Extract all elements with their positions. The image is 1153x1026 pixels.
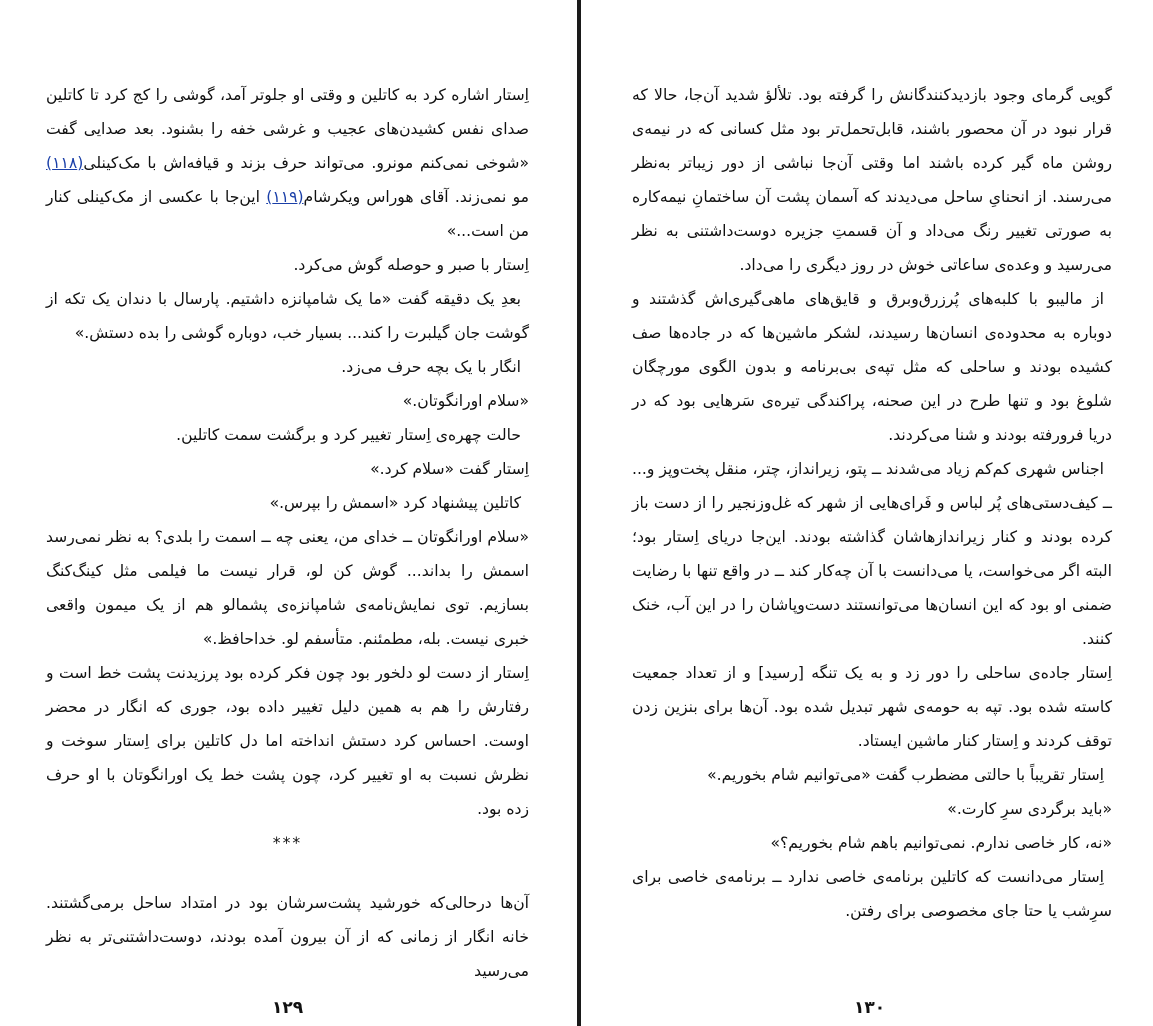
spacer [46,860,529,886]
page-number: ۱۲۹ [272,998,304,1018]
book-spine-divider [577,0,581,1026]
text-run: اِستار اشاره کرد به کاتلین و وقتی او جلوتر آمد، گوشی را کج کرد تا کاتلین صدای نفس کشیدن‌های عجیب و غرشی خفه را بشنود. بعد صدایی گفت «شوخی نمی‌کنم مونرو. می‌تواند حرف بزند و قیافه‌اش با مک‌کینلی [46,86,529,172]
paragraph: اِستار جاده‌ی ساحلی را دور زد و به یک تنگه [رسید] و از تعداد جمعیت کاسته شده بود. تپه به حومه‌ی شهر تبدیل شده بود. آن‌ها برای بنزین زدن توقف کردند و اِستار کنار ماشین ایستاد. [632,664,1112,750]
page-number: ۱۳۰ [854,998,886,1018]
paragraph: اِستار با صبر و حوصله گوش می‌کرد. [293,256,529,274]
right-page-text [632,78,1112,928]
paragraph: «نه، کار خاصی ندارم. نمی‌توانیم باهم شام بخوریم؟» [770,834,1112,852]
paragraph: گویی گرمای وجود بازدیدکنندگانش را گرفته بود. تلألؤ شدید آن‌جا، حالا که قرار نبود در آن محصور باشند، قابل‌تحمل‌تر بود مثل کسانی که در نیمه‌ی روشن ماه گیر کرده باشند اما وقتی آن‌جا نباشی از دور زیباتر به‌نظر می‌رسند. از انحنایِ ساحل می‌دیدند که آسمان پشت آن ساختمانِ نیمه‌کاره به صورتی تغییر رنگ می‌داد و آن قسمتِ جزیره دوست‌داشتنی به نظر می‌رسید و وعده‌ی ساعاتی خوش در روز دیگری را می‌داد. [632,86,1112,274]
right-page [582,0,1153,1026]
paragraph: از مالیبو با کلبه‌های پُرزرق‌وبرق و قایق‌های ماهی‌گیری‌اش گذشتند و دوباره به محدوده‌ی انسان‌ها رسیدند، لشکر ماشین‌ها که در جاده‌ها صف کشیده بودند و ساحلی که مثل تپه‌ی بی‌برنامه و بدون الگوی مورچگان شلوغ بود و تنها طرح در این صحنه، پراکندگی تیره‌ی سَرهایی بود که در دریا فرورفته بودند و شنا می‌کردند. [632,290,1112,444]
paragraph: اِستار از دست لو دلخور بود چون فکر کرده بود پرزیدنت پشت خط است و رفتارش را هم به همین دلیل تغییر داده بود، جوری که انگار در محضر اوست. احساس کرد دستش انداخته اما دل کاتلین برای اِستار سوخت و نظرش نسبت به او تغییر کرد، چون پشت خط یک اورانگوتان با او حرف زده بود. [46,664,529,818]
left-page-text [46,78,529,988]
paragraph: حالت چهره‌ی اِستار تغییر کرد و برگشت سمت کاتلین. [176,426,521,444]
paragraph: اِستار می‌دانست که کاتلین برنامه‌ی خاصی ندارد ــ برنامه‌ی خاصی برای سرِشب یا حتا جای مخصوصی برای رفتن. [632,868,1112,920]
footnote-link-119[interactable]: (۱۱۹) [266,188,304,206]
section-separator: *** [272,834,303,852]
paragraph: «سلام اورانگوتان ــ خدای من، یعنی چه ــ اسمت را بلدی؟ به نظر نمی‌رسد اسمش را بداند... گوش کن لو، قرار نیست ما فیلمی مثل کینگ‌کنگ بسازیم. توی نمایش‌نامه‌ی شامپانزه‌ی پشمالو هم از یک میمون واقعی خبری نیست. بله، مطمئنم. متأسفم لو. خداحافظ.» [46,528,529,648]
text-run: مو نمی‌زند. آقای هوراس ویکرشام [303,188,529,206]
paragraph [46,78,529,248]
paragraph: اجناس شهری کم‌کم زیاد می‌شدند ــ پتو، زیرانداز، چتر، منقل پخت‌وپز و... ــ کیف‌دستی‌های پُر لباس و فَرای‌هایی از شهر که غل‌وزنجیر را از دست باز کرده بودند و کنار زیراندازهاشان گذاشته بودند. این‌جا دریای اِستار بود؛ البته اگر می‌خواست، یا می‌دانست با آن چه‌کار کند ــ در واقع تنها با رضایت ضمنی او بود که این انسان‌ها می‌توانستند دست‌وپاشان را در این آب، خنک کنند. [632,460,1112,648]
paragraph: آن‌ها درحالی‌که خورشید پشت‌سرشان بود در امتداد ساحل برمی‌گشتند. خانه انگار از زمانی که از آن بیرون آمده بودند، دوست‌داشتنی‌تر به نظر می‌رسید [46,894,529,980]
paragraph: انگار با یک بچه حرف می‌زد. [341,358,521,376]
footnote-link-118[interactable]: (۱۱۸) [46,154,84,172]
paragraph: «باید برگردی سرِ کارت.» [947,800,1112,818]
text-run: این‌جا با عکسی از مک‌کینلی کنار من است...» [46,188,529,240]
paragraph: بعدِ یک دقیقه گفت «ما یک شامپانزه داشتیم. پارسال با دندان یک تکه از گوشت جان گیلبرت را کند... بسیار خب، دوباره گوشی را بده دستش.» [46,290,529,342]
paragraph: «سلام اورانگوتان.» [402,392,529,410]
paragraph: اِستار گفت «سلام کرد.» [370,460,529,478]
paragraph: کاتلین پیشنهاد کرد «اسمش را بپرس.» [269,494,521,512]
paragraph: اِستار تقریباً با حالتی مضطرب گفت «می‌توانیم شام بخوریم.» [707,766,1104,784]
